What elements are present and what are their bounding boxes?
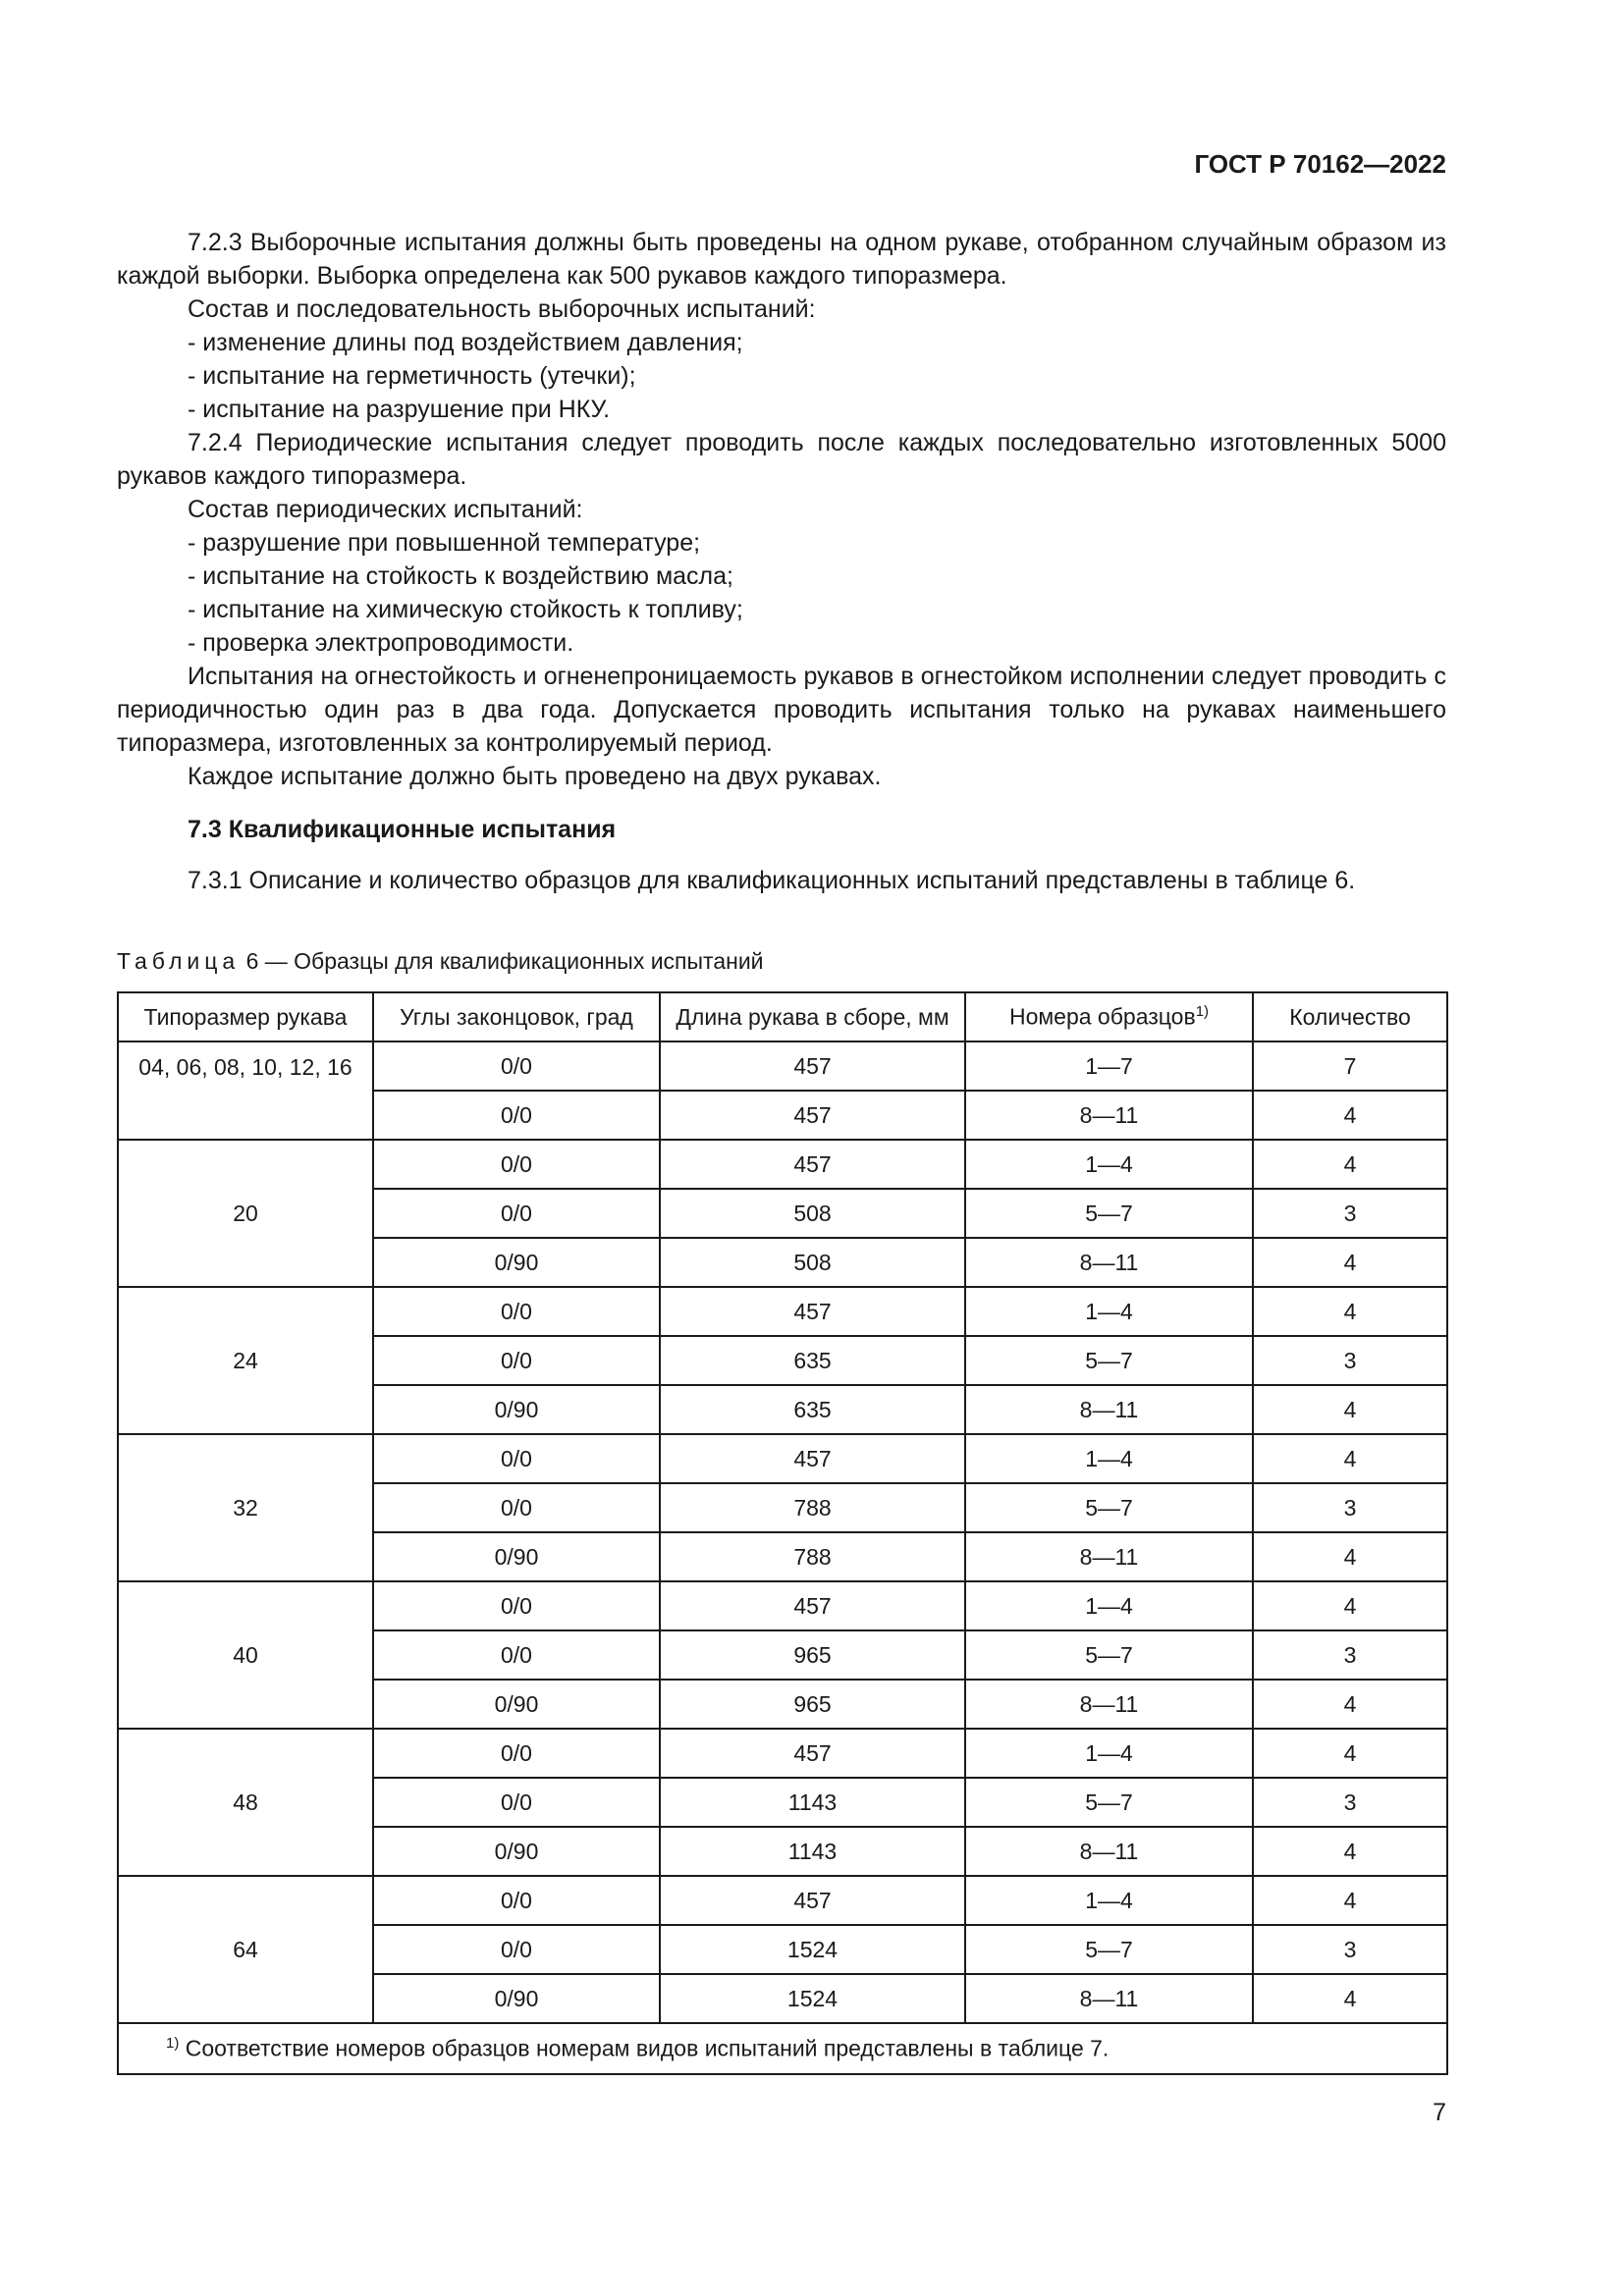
table-footnote-row: [118, 2023, 1447, 2074]
cell-hose-length: 635: [660, 1385, 965, 1434]
cell-end-angles: 0/90: [373, 1974, 660, 2023]
cell-quantity: 3: [1253, 1925, 1447, 1974]
cell-hose-length: 1143: [660, 1778, 965, 1827]
cell-hose-size: 20: [118, 1140, 373, 1287]
cell-sample-numbers: 5—7: [965, 1630, 1253, 1680]
cell-quantity: 4: [1253, 1238, 1447, 1287]
cell-hose-length: 457: [660, 1581, 965, 1630]
cell-hose-size: 04, 06, 08, 10, 12, 16: [118, 1041, 373, 1140]
table-row: [118, 1581, 1447, 1630]
table-row: [118, 1729, 1447, 1778]
table-row: [118, 1876, 1447, 1925]
cell-hose-length: 1143: [660, 1827, 965, 1876]
cell-end-angles: 0/0: [373, 1091, 660, 1140]
list-item: - разрушение при повышенной температуре;: [188, 529, 701, 557]
cell-end-angles: 0/0: [373, 1630, 660, 1680]
cell-quantity: 7: [1253, 1041, 1447, 1091]
cell-hose-length: 457: [660, 1041, 965, 1091]
cell-end-angles: 0/0: [373, 1778, 660, 1827]
document-id: ГОСТ Р 70162—2022: [1194, 149, 1446, 179]
cell-quantity: 3: [1253, 1336, 1447, 1385]
paragraph-7-2-4: 7.2.4 Периодические испытания следует проводить после каждых последовательно изготовленных 5000 рукавов каждого типоразмера.: [117, 429, 1446, 490]
cell-quantity: 4: [1253, 1385, 1447, 1434]
table-caption-word: Таблица: [117, 948, 241, 974]
cell-quantity: 3: [1253, 1189, 1447, 1238]
paragraph-each-test: Каждое испытание должно быть проведено на двух рукавах.: [188, 763, 882, 790]
table-footnote: [118, 2023, 1447, 2074]
paragraph-fire-tests: Испытания на огнестойкость и огненепроницаемость рукавов в огнестойком исполнении следует проводить с периодичностью один раз в два года. Допускается проводить испытания только на рукавах наименьшего типоразмера, изготовленных за контролируемый период.: [117, 663, 1446, 757]
cell-hose-length: 1524: [660, 1925, 965, 1974]
cell-hose-length: 457: [660, 1434, 965, 1483]
cell-end-angles: 0/0: [373, 1287, 660, 1336]
footnote-text: Соответствие номеров образцов номерам видов испытаний представлены в таблице 7.: [179, 2035, 1110, 2061]
cell-hose-length: 457: [660, 1091, 965, 1140]
list-item: - испытание на химическую стойкость к топливу;: [188, 596, 743, 623]
cell-hose-length: 457: [660, 1287, 965, 1336]
column-header: Количество: [1253, 992, 1447, 1041]
table-header-row: [118, 992, 1447, 1041]
cell-sample-numbers: 1—4: [965, 1140, 1253, 1189]
table-row: [118, 1434, 1447, 1483]
cell-sample-numbers: 8—11: [965, 1532, 1253, 1581]
cell-sample-numbers: 8—11: [965, 1091, 1253, 1140]
cell-hose-length: 1524: [660, 1974, 965, 2023]
cell-end-angles: 0/0: [373, 1729, 660, 1778]
cell-hose-size: 24: [118, 1287, 373, 1434]
list-item: - испытание на стойкость к воздействию масла;: [188, 562, 733, 590]
cell-sample-numbers: 5—7: [965, 1483, 1253, 1532]
column-header: Углы законцовок, град: [373, 992, 660, 1041]
cell-end-angles: 0/0: [373, 1876, 660, 1925]
cell-hose-length: 788: [660, 1483, 965, 1532]
cell-quantity: 4: [1253, 1729, 1447, 1778]
cell-quantity: 4: [1253, 1091, 1447, 1140]
cell-quantity: 4: [1253, 1680, 1447, 1729]
cell-quantity: 4: [1253, 1434, 1447, 1483]
table-row: [118, 1041, 1447, 1091]
cell-quantity: 3: [1253, 1483, 1447, 1532]
cell-quantity: 4: [1253, 1974, 1447, 2023]
table-body: [118, 1041, 1447, 2023]
cell-hose-length: 457: [660, 1140, 965, 1189]
cell-end-angles: 0/0: [373, 1041, 660, 1091]
cell-quantity: 4: [1253, 1876, 1447, 1925]
cell-hose-size: 48: [118, 1729, 373, 1876]
cell-sample-numbers: 1—4: [965, 1581, 1253, 1630]
cell-end-angles: 0/0: [373, 1925, 660, 1974]
cell-hose-length: 508: [660, 1189, 965, 1238]
cell-hose-length: 457: [660, 1876, 965, 1925]
cell-end-angles: 0/0: [373, 1140, 660, 1189]
footnote-ref: 1): [1195, 1003, 1210, 1021]
cell-sample-numbers: 1—4: [965, 1434, 1253, 1483]
cell-end-angles: 0/0: [373, 1581, 660, 1630]
page-number: 7: [1433, 2099, 1446, 2126]
cell-hose-length: 457: [660, 1729, 965, 1778]
cell-hose-length: 788: [660, 1532, 965, 1581]
cell-end-angles: 0/0: [373, 1434, 660, 1483]
cell-sample-numbers: 5—7: [965, 1925, 1253, 1974]
list-item: - испытание на герметичность (утечки);: [188, 362, 636, 390]
cell-end-angles: 0/90: [373, 1827, 660, 1876]
paragraph-periodic-tests-list-title: Состав периодических испытаний:: [188, 496, 583, 523]
column-header: Типоразмер рукава: [118, 992, 373, 1041]
cell-sample-numbers: 1—4: [965, 1876, 1253, 1925]
cell-quantity: 3: [1253, 1630, 1447, 1680]
list-item: - проверка электропроводимости.: [188, 629, 574, 657]
cell-sample-numbers: 1—4: [965, 1287, 1253, 1336]
cell-sample-numbers: 8—11: [965, 1385, 1253, 1434]
table-row: [118, 1140, 1447, 1189]
cell-quantity: 4: [1253, 1287, 1447, 1336]
cell-end-angles: 0/90: [373, 1385, 660, 1434]
paragraph-sample-tests-list-title: Состав и последовательность выборочных испытаний:: [188, 295, 816, 323]
cell-sample-numbers: 8—11: [965, 1827, 1253, 1876]
cell-hose-length: 508: [660, 1238, 965, 1287]
cell-quantity: 4: [1253, 1532, 1447, 1581]
column-header: Длина рукава в сборе, мм: [660, 992, 965, 1041]
cell-sample-numbers: 8—11: [965, 1238, 1253, 1287]
paragraph-7-2-3: 7.2.3 Выборочные испытания должны быть проведены на одном рукаве, отобранном случайным образом из каждой выборки. Выборка определена как 500 рукавов каждого типоразмера.: [117, 229, 1446, 290]
cell-quantity: 4: [1253, 1140, 1447, 1189]
cell-sample-numbers: 8—11: [965, 1974, 1253, 2023]
cell-hose-length: 965: [660, 1680, 965, 1729]
cell-sample-numbers: 5—7: [965, 1189, 1253, 1238]
list-item: - испытание на разрушение при НКУ.: [188, 396, 611, 423]
cell-quantity: 4: [1253, 1581, 1447, 1630]
body-text: [117, 226, 1446, 897]
cell-hose-size: 64: [118, 1876, 373, 2023]
cell-sample-numbers: 1—7: [965, 1041, 1253, 1091]
cell-sample-numbers: 1—4: [965, 1729, 1253, 1778]
cell-end-angles: 0/0: [373, 1483, 660, 1532]
cell-quantity: 3: [1253, 1778, 1447, 1827]
list-item: - изменение длины под воздействием давления;: [188, 329, 743, 356]
table-caption-text: 6 — Образцы для квалификационных испытаний: [240, 948, 764, 974]
cell-end-angles: 0/90: [373, 1680, 660, 1729]
cell-sample-numbers: 8—11: [965, 1680, 1253, 1729]
cell-hose-size: 40: [118, 1581, 373, 1729]
cell-hose-length: 635: [660, 1336, 965, 1385]
table-row: [118, 1287, 1447, 1336]
table-caption: [117, 948, 764, 975]
cell-sample-numbers: 5—7: [965, 1336, 1253, 1385]
footnote-mark: 1): [166, 2035, 180, 2053]
cell-sample-numbers: 5—7: [965, 1778, 1253, 1827]
cell-end-angles: 0/90: [373, 1238, 660, 1287]
column-header-text: Номера образцов: [1008, 1003, 1196, 1030]
cell-end-angles: 0/0: [373, 1189, 660, 1238]
section-heading-7-3: 7.3 Квалификационные испытания: [188, 816, 617, 843]
column-header: [965, 992, 1253, 1041]
cell-end-angles: 0/90: [373, 1532, 660, 1581]
cell-hose-length: 965: [660, 1630, 965, 1680]
paragraph-7-3-1: 7.3.1 Описание и количество образцов для квалификационных испытаний представлены в таблице 6.: [188, 867, 1356, 894]
cell-end-angles: 0/0: [373, 1336, 660, 1385]
cell-quantity: 4: [1253, 1827, 1447, 1876]
cell-hose-size: 32: [118, 1434, 373, 1581]
qualification-samples-table: [117, 991, 1448, 2075]
